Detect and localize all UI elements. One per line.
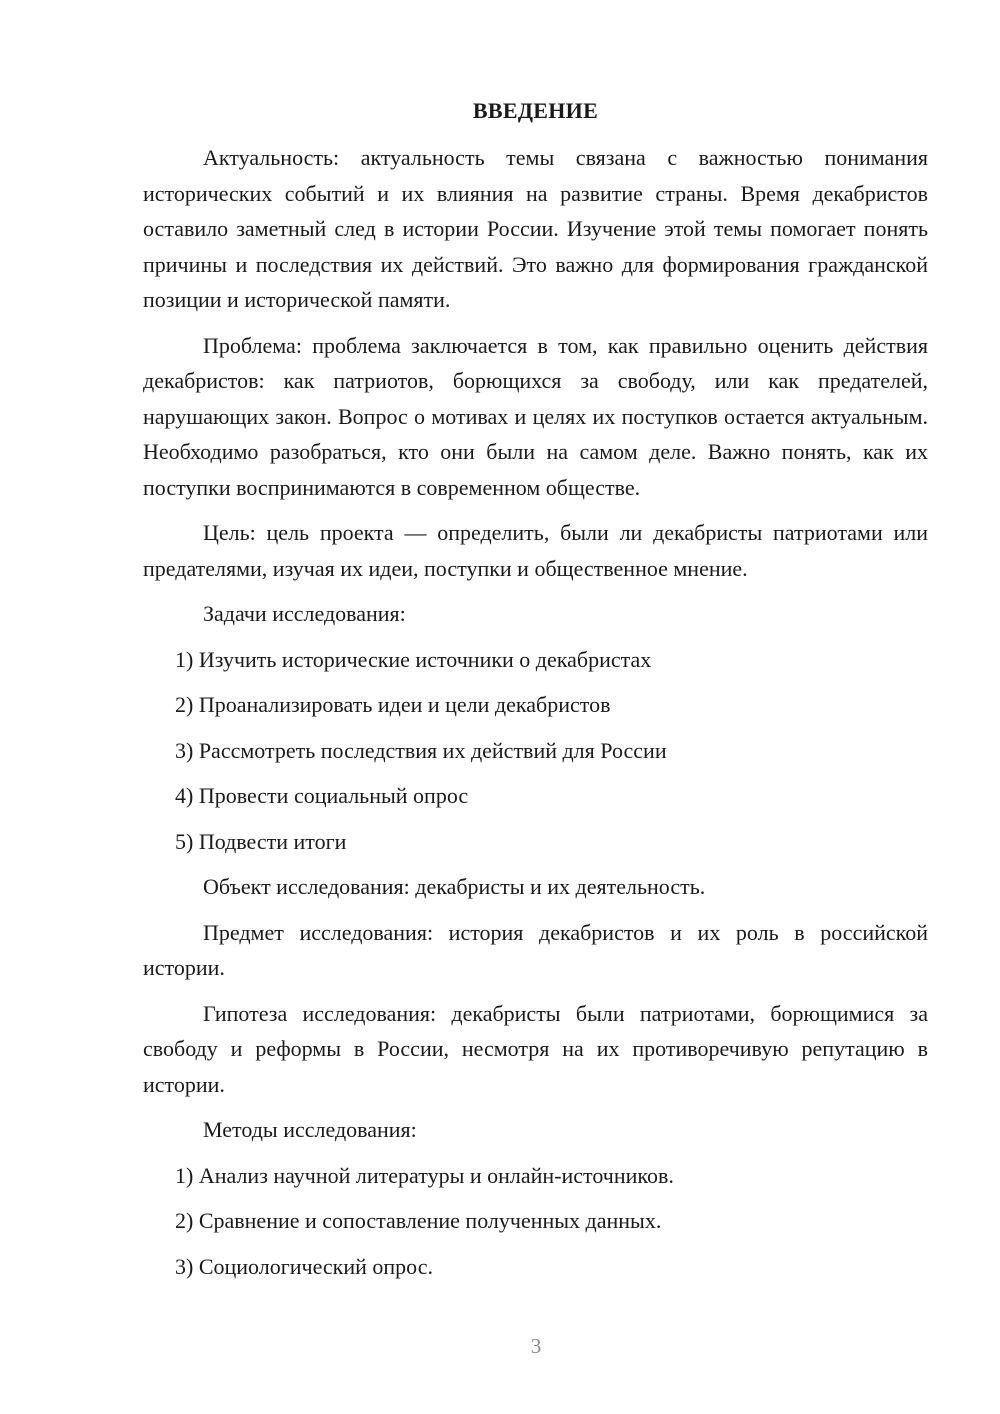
tasks-heading: Задачи исследования: bbox=[203, 601, 406, 626]
tasks-list bbox=[143, 642, 928, 860]
list-item: 2) Проанализировать идеи и цели декабристов bbox=[175, 692, 611, 717]
list-item: 5) Подвести итоги bbox=[175, 828, 347, 854]
relevance-paragraph: Актуальность: актуальность темы связана с важностью понимания исторических событий и их влияния на развитие страны. Время декабристов оставило заметный след в истории России. Изучение этой темы помогает понять причины и последствия их действий. Это важно для формирования гражданской позиции и исторической памяти. bbox=[143, 145, 928, 312]
list-item: 2) Сравнение и сопоставление полученных данных. bbox=[175, 1208, 662, 1233]
subject-paragraph: Предмет исследования: история декабристов и их роль в российской истории. bbox=[143, 919, 928, 980]
object-paragraph: Объект исследования: декабристы и их деятельность. bbox=[203, 874, 706, 899]
goal-paragraph: Цель: цель проекта — определить, были ли декабристы патриотами или предателями, изучая их идеи, поступки и общественное мнение. bbox=[143, 520, 928, 581]
list-item: 3) Социологический опрос. bbox=[175, 1253, 433, 1279]
list-item: 1) Анализ научной литературы и онлайн-источников. bbox=[175, 1162, 674, 1188]
list-item: 3) Рассмотреть последствия их действий для России bbox=[175, 737, 667, 763]
hypothesis-paragraph: Гипотеза исследования: декабристы были патриотами, борющимися за свободу и реформы в России, несмотря на их противоречивую репутацию в истории. bbox=[143, 1000, 928, 1097]
list-item: 1) Изучить исторические источники о декабристах bbox=[175, 646, 652, 672]
page-number: 3 bbox=[530, 1334, 542, 1358]
page-title: ВВЕДЕНИЕ bbox=[472, 98, 599, 123]
problem-paragraph: Проблема: проблема заключается в том, как правильно оценить действия декабристов: как патриотов, борющихся за свободу, или как предателей, нарушающих закон. Вопрос о мотивах и целях их поступков остается актуальным. Необходимо разобраться, кто они были на самом деле. Важно понять, как их поступки воспринимаются в современном обществе. bbox=[143, 332, 928, 500]
page-content bbox=[143, 96, 928, 1294]
list-item: 4) Провести социальный опрос bbox=[175, 783, 469, 808]
methods-list bbox=[143, 1158, 928, 1285]
methods-heading: Методы исследования: bbox=[203, 1117, 417, 1142]
